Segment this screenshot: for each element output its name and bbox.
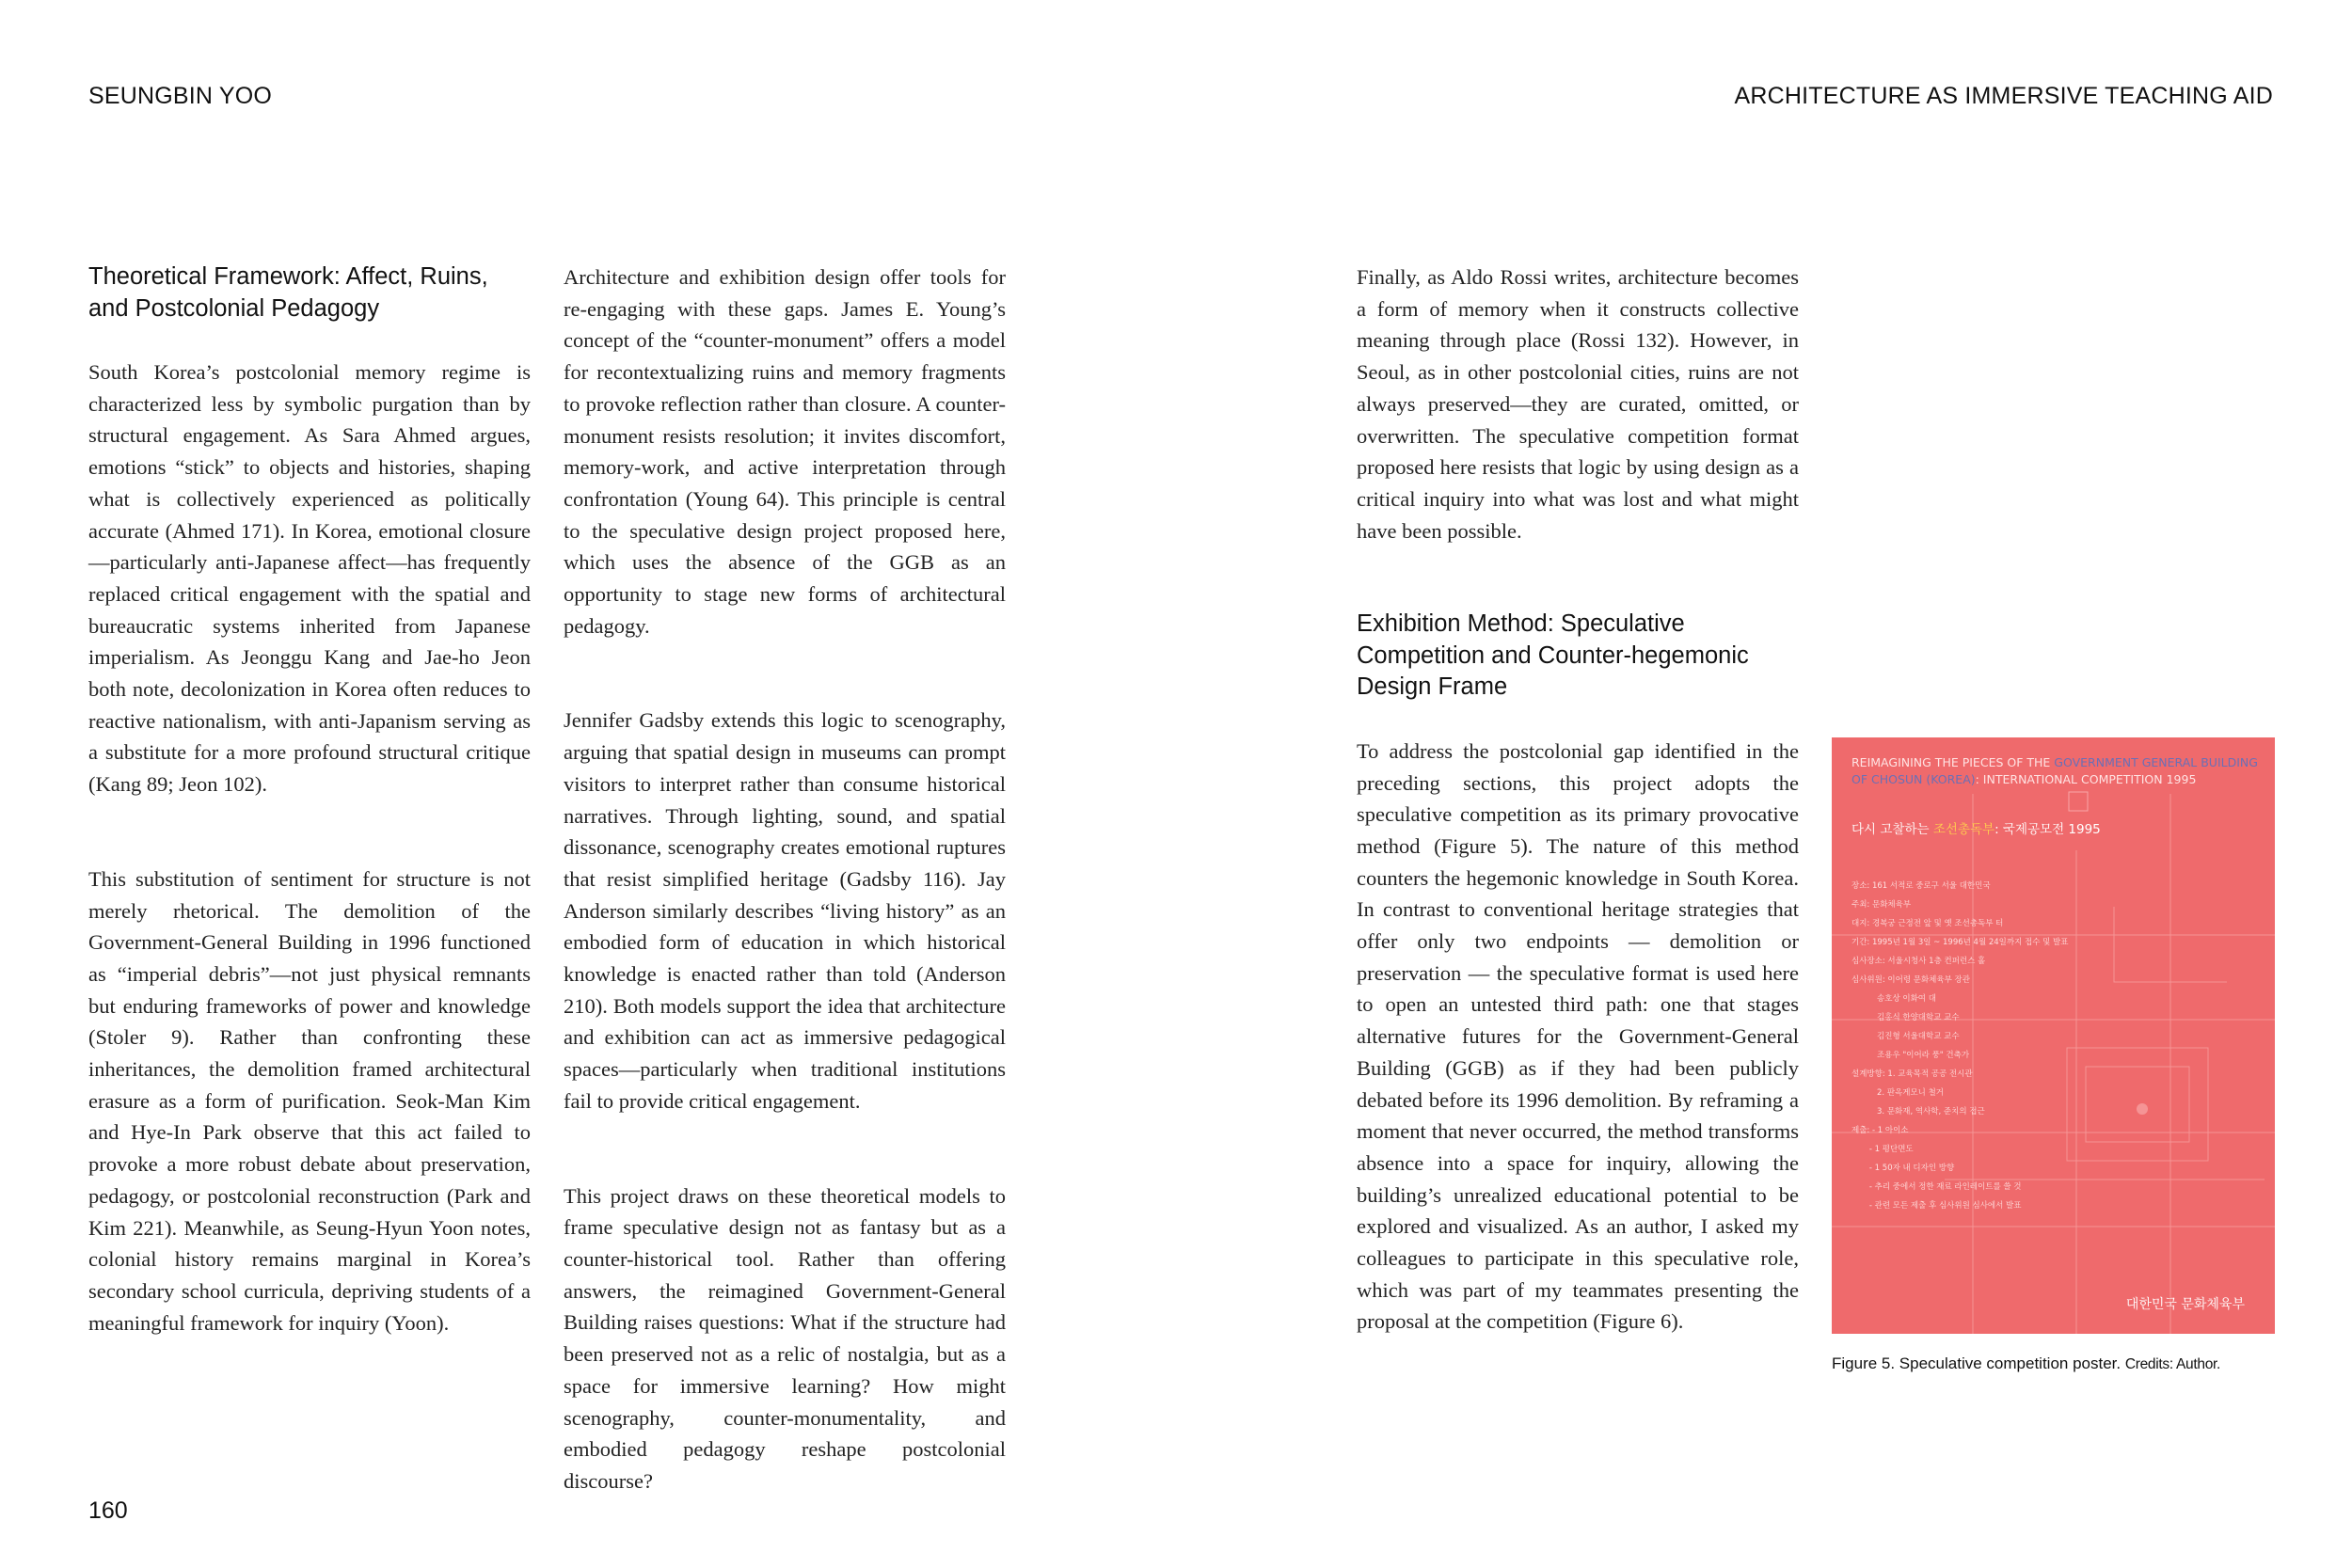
- competition-poster-figure: [1832, 737, 2275, 1334]
- text-column-1: [88, 261, 531, 1338]
- paragraph: Finally, as Aldo Rossi writes, architecture becomes a form of memory when it constructs collective meaning through place (Rossi 132). However, in Seoul, as in other postcolonial cities, ruins are not always preserved—they are curated, omitted, or overwritten. The speculative competition format proposed here resists that logic by using design as a critical inquiry into what was lost and what might have been possible.: [1357, 265, 1799, 543]
- paragraph: This project draws on these theoretical models to frame speculative design not as fantasy but as a counter-historical tool. Rather than offering answers, the reimagined Government-General Building raises questions: What if the structure had been preserved not as a relic of nostalgia, but as a space for immersive learning? How might scenography, counter-monumentality, and embodied pedagogy reshape postcolonial discourse?: [564, 1183, 1006, 1493]
- poster-footer: 대한민국 문화체육부: [2125, 1297, 2245, 1312]
- paragraph: South Korea’s postcolonial memory regime is characterized less by symbolic purgation than by structural engagement. As Sara Ahmed argues, emotions “stick” to objects and histories, shaping what is collectively experienced as politically accurate (Ahmed 171). In Korea, emotional closure—particularly anti-Japanese affect—has frequently replaced critical engagement with the spatial and bureaucratic systems inherited from Japanese imperialism. As Jeonggu Kang and Jae-ho Jeon both note, decolonization in Korea often reduces to reactive nationalism, with anti-Japanism serving as a substitute for a more profound structural critique (Kang 89; Jeon 102).: [88, 360, 531, 797]
- paragraph: This substitution of sentiment for structure is not merely rhetorical. The demolition of the Government-General Building in 1996 functioned as “imperial debris”—not just physical remnants but enduring frameworks of power and knowledge (Stoler 9). Rather than confronting these inheritances, the demolition framed architectural erasure as a form of purification. Seok-Man Kim and Hye-In Park observe that this act failed to provoke a more robust debate about preservation, pedagogy, or postcolonial reconstruction (Park and Kim 221). Meanwhile, as Seung-Hyun Yoon notes, colonial history remains marginal in Korea’s secondary school curricula, depriving students of a meaningful framework for inquiry (Yoon).: [88, 866, 531, 1335]
- figure-caption-text: Figure 5. Speculative competition poster.: [1832, 1354, 2122, 1372]
- running-head-title: ARCHITECTURE AS IMMERSIVE TEACHING AID: [1734, 83, 2273, 109]
- text-column-2: [564, 261, 1006, 1497]
- paragraph: To address the postcolonial gap identified in the preceding sections, this project adopts the speculative competition as its primary provocative method (Figure 5). The nature of this method counters the hegemonic knowledge in South Korea. In contrast to conventional heritage strategies that offer only two endpoints — demolition or preservation — the speculative format is used here to open an untested third path: one that stages alternative futures for the Government-General Building (GGB) as if they had been publicly debated before its 1996 demolition. By reframing a moment that never occurred, the method transforms absence into a space for inquiry, allowing the building’s unrealized educational potential to be explored and visualized. As an author, I asked my colleagues to participate in this speculative role, which was part of my teammates presenting the proposal at the competition (Figure 6).: [1357, 738, 1799, 1334]
- section-heading-exhibition-method: Exhibition Method: Speculative Competition and Counter-hegemonic Design Frame: [1357, 610, 1749, 701]
- poster-title: [1851, 754, 2265, 788]
- text-column-3: [1357, 261, 1799, 1338]
- paragraph: Jennifer Gadsby extends this logic to scenography, arguing that spatial design in museums can prompt visitors to interpret rather than consume historical narratives. Through lighting, sound, and spatial dissonance, scenography creates emotional ruptures that resist simplified heritage (Gadsby 116). Jay Anderson similarly describes “living history” as an embodied form of education in which historical knowledge is enacted rather than told (Anderson 210). Both models support the idea that architecture and exhibition can act as immersive pedagogical spaces—particularly when traditional institutions fail to provide critical engagement.: [564, 708, 1006, 1113]
- poster-subtitle-text: 다시 고찰하는: [1851, 822, 1933, 837]
- poster-title-highlight: GOVERNMENT GENERAL BUILDING OF CHOSUN (KOREA): [1851, 755, 2258, 786]
- figure-caption: [1832, 1354, 2220, 1373]
- poster-title-text: REIMAGINING THE PIECES OF THE: [1851, 755, 2055, 769]
- poster-subtitle-highlight: 조선총독부: [1932, 822, 1995, 837]
- paragraph: Architecture and exhibition design offer tools for re-engaging with these gaps. James E. Young’s concept of the “counter-monument” offers a model for recontextualizing ruins and memory fragments to provoke reflection rather than closure. A counter-monument resists resolution; it invites discomfort, memory-work, and active interpretation through confrontation (Young 64). This principle is central to the speculative design project proposed here, which uses the absence of the GGB as an opportunity to stage new forms of architectural pedagogy.: [564, 265, 1006, 638]
- poster-title-text: : INTERNATIONAL COMPETITION 1995: [1975, 772, 2197, 786]
- page-number: 160: [88, 1497, 128, 1524]
- poster-subtitle-text: : 국제공모전 1995: [1994, 822, 2101, 837]
- running-head-author: SEUNGBIN YOO: [88, 83, 273, 109]
- poster-details: 장소: 161 서적로 중로구 서울 대한민국 주최: 문화체육부 대지: 경복궁 근정전 앞 및 옛 조선총독부 터 기간: 1995년 1월 3일 ~ 1996년 4월 24일까지 접수 및 발표 심사장소: 서울시청사 1층 컨퍼런스 홀 심사위원: 이어령 문화체육부 장관 송호상 이화여 대 김홍식 한양대학교 교수 김진형 서울대학교 교수 조용우 "이어라 풍" 건축가 설계방향: 1. 교육목적 공공 전시관 2. 판옥게모니 철거 3. 문화재, 역사학, 준치의 접근 제출: - 1 아이소 - 1 평단면도 - 1 50자 내 디자인 방향 - 추리 중에서 정한 재료 라인레이트를 쓸 것 - 관련 모든 제출 후 심사위원 심사에서 발표: [1851, 881, 2069, 1211]
- figure-credits: Credits: Author.: [2124, 1356, 2221, 1372]
- poster-subtitle: [1851, 818, 2101, 837]
- section-heading-theoretical-framework: Theoretical Framework: Affect, Ruins, and Postcolonial Pedagogy: [88, 263, 488, 322]
